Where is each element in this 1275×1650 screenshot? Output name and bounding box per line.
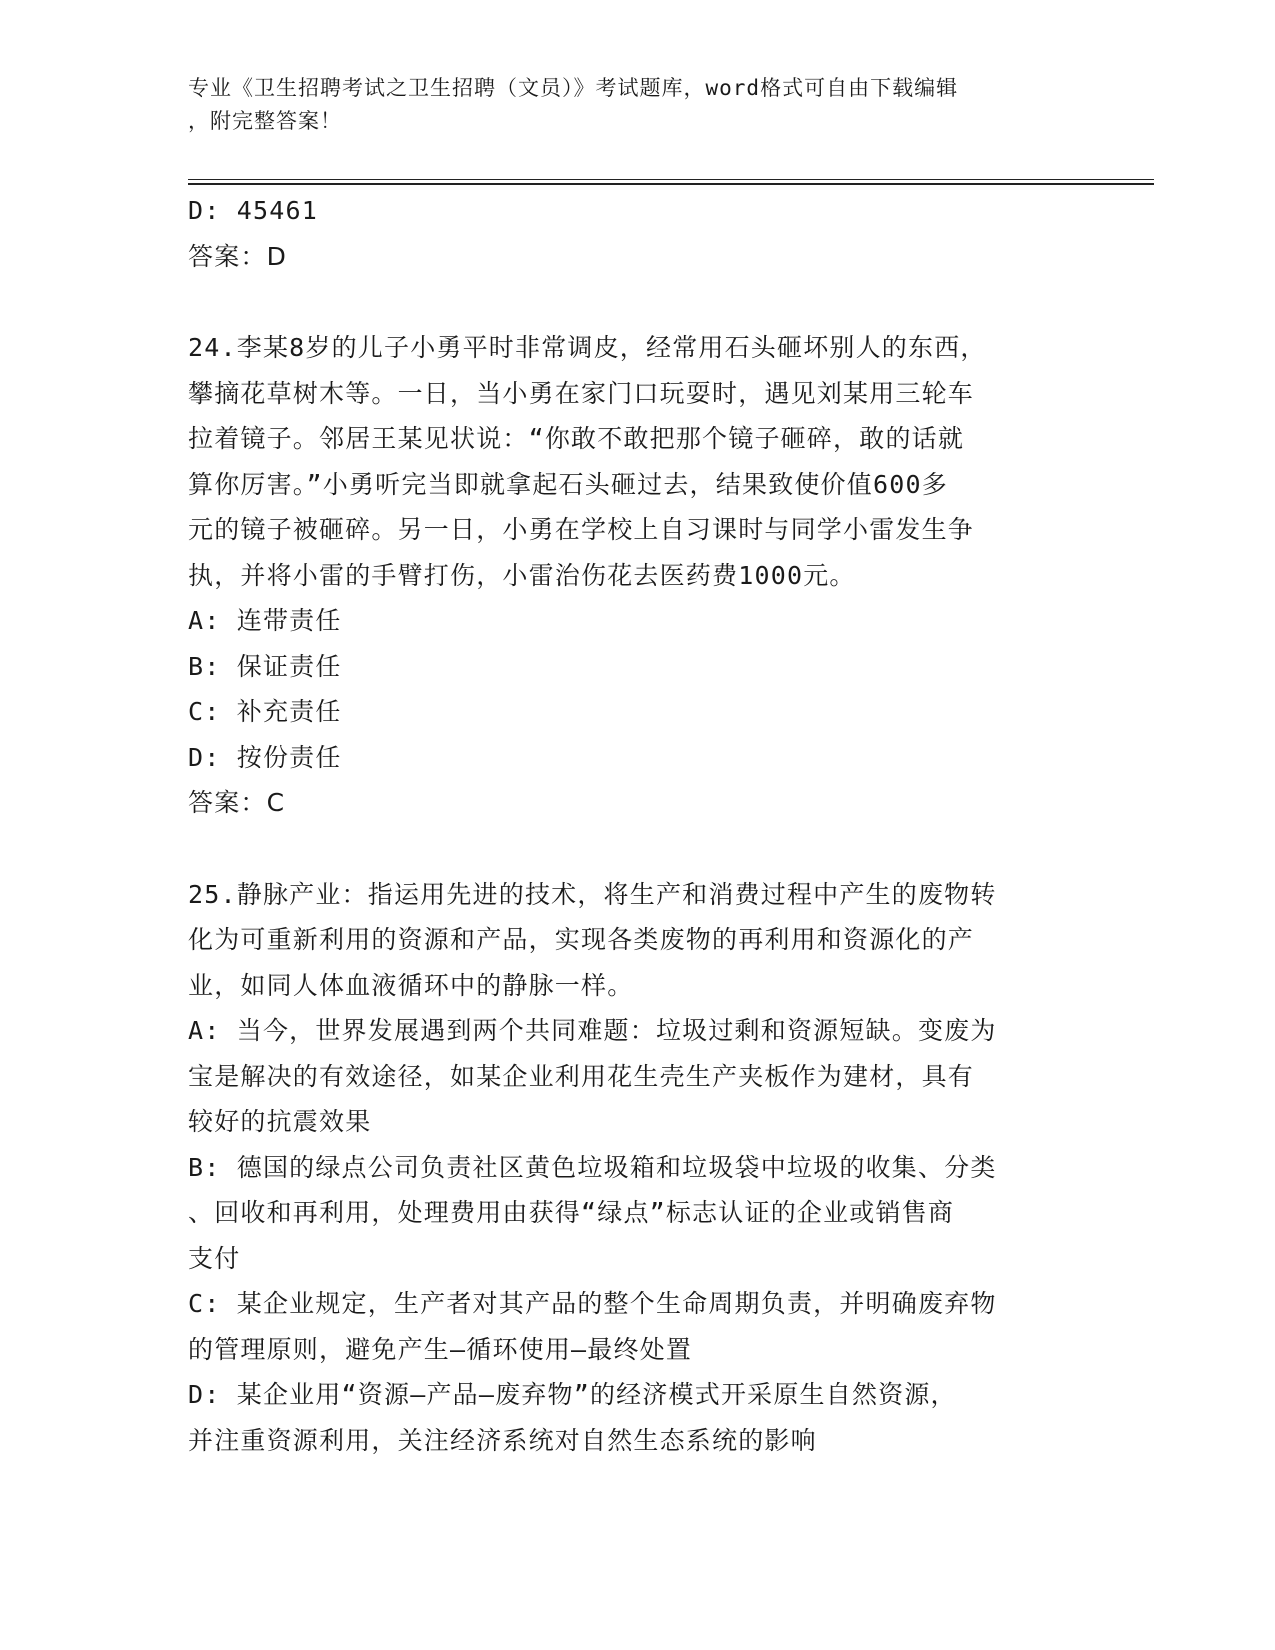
q25-option-a-line: A: 当今，世界发展遇到两个共同难题：垃圾过剩和资源短缺。变废为 [188, 1016, 997, 1045]
header-line-1: 专业《卫生招聘考试之卫生招聘（文员）》考试题库，word格式可自由下载编辑 [188, 76, 959, 100]
q25-option-d-line: D: 某企业用“资源—产品—废弃物”的经济模式开采原生自然资源， [188, 1380, 957, 1409]
header-divider-bottom [188, 183, 1154, 185]
spacer [188, 826, 1068, 872]
q25-option-b-line: 、回收和再利用，处理费用由获得“绿点”标志认证的企业或销售商 [188, 1198, 955, 1227]
q24-text-line: 执，并将小雷的手臂打伤，小雷治伤花去医药费1000元。 [188, 560, 856, 590]
question-25 [188, 872, 1068, 1464]
spacer [188, 279, 1068, 325]
document-header [188, 72, 1068, 138]
q25-text-line: 化为可重新利用的资源和产品，实现各类废物的再利用和资源化的产 [188, 925, 975, 954]
prev-answer: 答案：D [188, 241, 288, 271]
q24-text-line: 拉着镜子。邻居王某见状说：“你敢不敢把那个镜子砸碎，敢的话就 [188, 424, 965, 453]
q25-option-a-line: 宝是解决的有效途径，如某企业利用花生壳生产夹板作为建材，具有 [188, 1061, 975, 1091]
q24-option-c: C: 补充责任 [188, 697, 342, 726]
q25-option-c-line: C: 某企业规定，生产者对其产品的整个生命周期负责，并明确废弃物 [188, 1289, 997, 1318]
q24-option-d: D: 按份责任 [188, 742, 342, 772]
q24-text-line: 元的镜子被砸碎。另一日，小勇在学校上自习课时与同学小雷发生争 [188, 515, 975, 544]
q24-answer: 答案：C [188, 788, 286, 817]
q24-text-line: 攀摘花草树木等。一日，当小勇在家门口玩耍时，遇见刘某用三轮车 [188, 378, 975, 408]
q25-option-b-line: 支付 [188, 1243, 241, 1273]
q25-text-line: 25.静脉产业：指运用先进的技术，将生产和消费过程中产生的废物转 [188, 879, 997, 909]
q25-option-b-line: B: 德国的绿点公司负责社区黄色垃圾箱和垃圾袋中垃圾的收集、分类 [188, 1152, 997, 1182]
q25-text-line: 业，如同人体血液循环中的静脉一样。 [188, 970, 634, 1000]
q25-option-a-line: 较好的抗震效果 [188, 1107, 372, 1136]
q25-option-d-line: 并注重资源利用，关注经济系统对自然生态系统的影响 [188, 1425, 817, 1455]
q24-option-b: B: 保证责任 [188, 651, 342, 681]
header-divider-top [188, 179, 1154, 180]
q24-text-line: 24.李某8岁的儿子小勇平时非常调皮，经常用石头砸坏别人的东西， [188, 333, 987, 362]
q24-option-a: A: 连带责任 [188, 606, 342, 635]
document-body [188, 188, 1068, 1463]
q24-text-line: 算你厉害。”小勇听完当即就拿起石头砸过去，结果致使价值600多 [188, 469, 948, 499]
q25-option-c-line: 的管理原则，避免产生—循环使用—最终处置 [188, 1334, 693, 1364]
question-24 [188, 325, 1068, 826]
prev-option-d: D: 45461 [188, 196, 319, 225]
header-line-2: ，附完整答案！ [188, 109, 342, 133]
